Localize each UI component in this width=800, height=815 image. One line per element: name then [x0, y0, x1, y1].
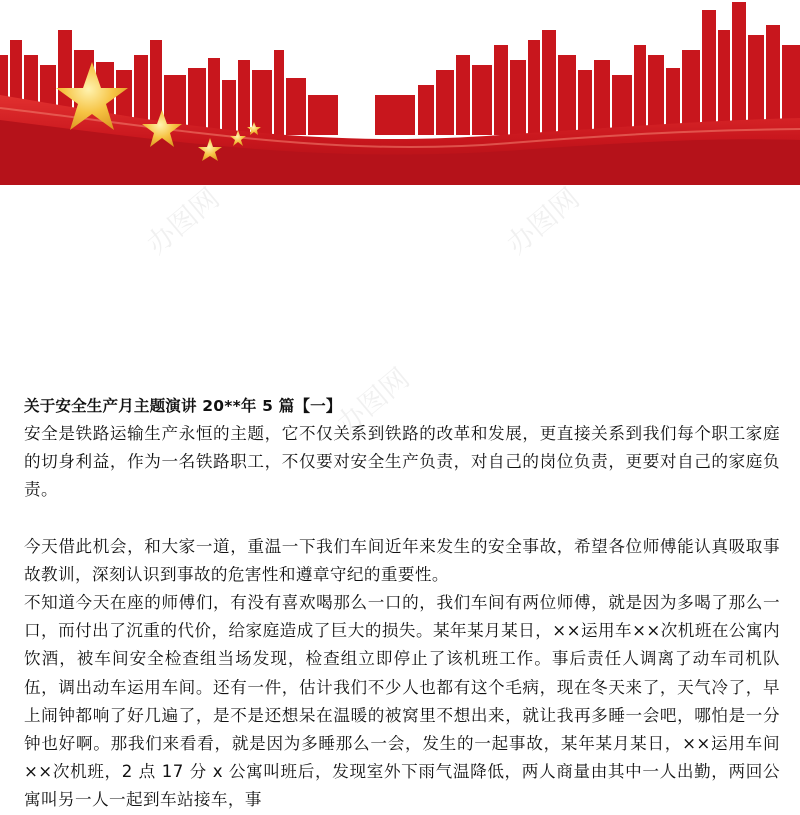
paragraph: 不知道今天在座的师傅们，有没有喜欢喝那么一口的，我们车间有两位师傅，就是因为多喝了那么一口，而付出了沉重的代价，给家庭造成了巨大的损失。某年某月某日，××运用车××次机班在公寓内饮酒，被车间安全检查组当场发现，检查组立即停止了该机班工作。事后责任人调离了动车司机队伍，调出动车运用车间。还有一件，估计我们不少人也都有这个毛病，现在冬天来了，天气冷了，早上闹钟都响了好几遍了，是不是还想呆在温暖的被窝里不想出来，就让我再多睡一会吧，哪怕是一分钟也好啊。那我们来看看，就是因为多睡那么一会，发生的一起事故，某年某月某日，××运用车间××次机班，2 点 17 分 x 公寓叫班后，发现室外下雨气温降低，两人商量由其中一人出勤，两回公寓叫另一人一起到车站接车，事 — [24, 593, 780, 810]
watermark: 办图网 — [330, 361, 416, 441]
paragraph: 今天借此机会，和大家一道，重温一下我们车间近年来发生的安全事故，希望各位师傅能认真吸取事故教训，深刻认识到事故的危害性和遵章守纪的重要性。 — [24, 536, 780, 584]
document-title: 关于安全生产月主题演讲 20**年 5 篇【一】 — [24, 397, 342, 415]
document-body — [24, 394, 780, 815]
watermark: 办图网 — [140, 181, 226, 261]
header-banner — [0, 0, 800, 185]
paragraph: 安全是铁路运输生产永恒的主题，它不仅关系到铁路的改革和发展，更直接关系到我们每个职工家庭的切身利益，作为一名铁路职工，不仅要对安全生产负责，对自己的岗位负责，更要对自己的家庭负责。 — [24, 424, 780, 500]
watermark: 办图网 — [500, 181, 586, 261]
city-skyline-icon — [0, 0, 800, 185]
